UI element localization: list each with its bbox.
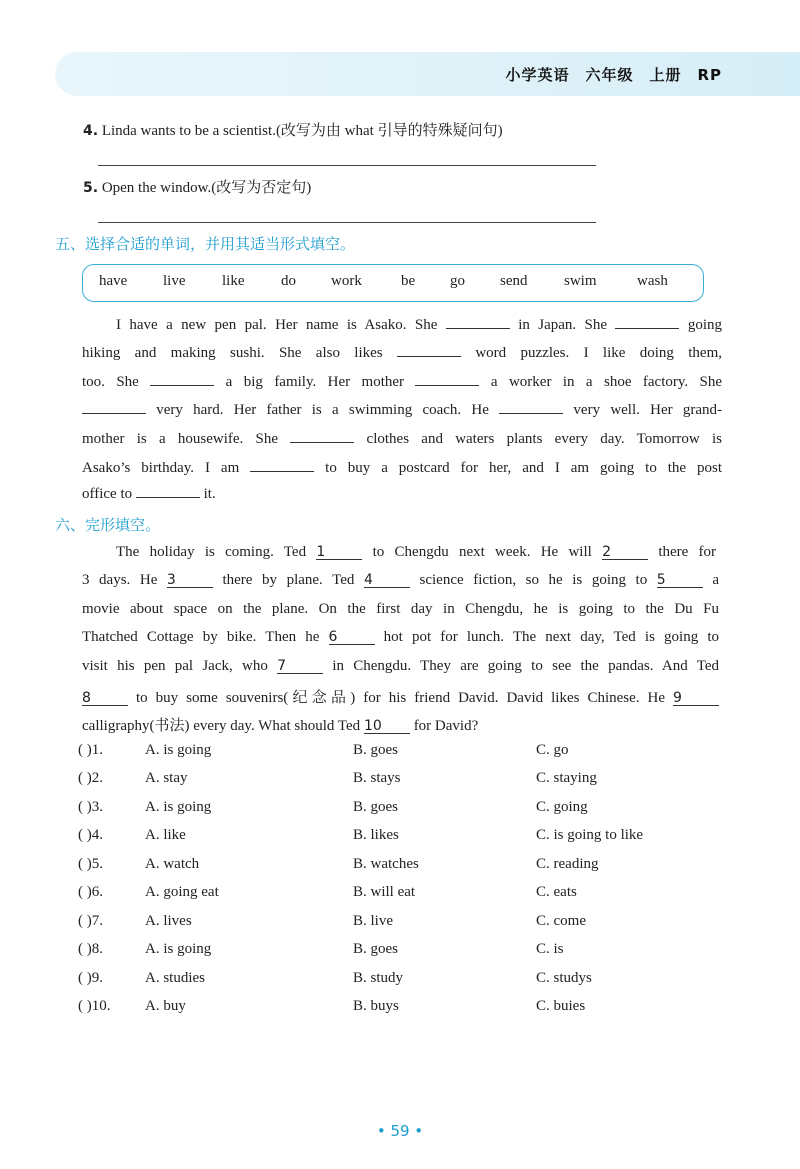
page-number: • 59 • [376,1122,424,1140]
cloze-line: visit his pen pal Jack, who 7 in Chengdu. They are going to see the pandas. And Ted [82,658,719,674]
option-a[interactable]: A. stay [145,770,188,786]
fill-blank[interactable] [415,373,479,386]
word-bank-item: do [281,273,296,289]
answer-bracket[interactable]: ( )8. [78,941,103,957]
word-bank-item: go [450,273,465,289]
cloze-blank[interactable]: 5 [657,573,703,588]
passage-5-line: office to it. [82,486,216,502]
answer-line-4[interactable] [98,165,596,166]
passage-5-line: I have a new pen pal. Her name is Asako. She in Japan. She going [116,317,723,333]
option-a[interactable]: A. watch [145,856,200,872]
fill-blank[interactable] [446,316,510,329]
fill-blank[interactable] [82,401,146,414]
option-a[interactable]: A. is going [145,742,212,758]
cloze-line: The holiday is coming. Ted 1 to Chengdu next week. He will 2 there for [116,544,717,560]
option-b[interactable]: B. live [353,913,393,929]
passage-5-line: Asako’s birthday. I am to buy a postcard for her, and I am going to the post [82,460,723,476]
passage-5-line: too. She a big family. Her mother a worker in a shoe factory. She [82,374,723,390]
cloze-line: 8 to buy some souvenirs(纪念品) for his friend David. David likes Chinese. He 9 [82,686,719,707]
question-5 [83,176,311,197]
answer-bracket[interactable]: ( )6. [78,884,103,900]
cloze-line: Thatched Cottage by bike. Then he 6 hot pot for lunch. The next day, Ted is going to [82,629,720,645]
option-a[interactable]: A. is going [145,799,212,815]
option-c[interactable]: C. going [536,799,588,815]
cloze-blank[interactable]: 4 [364,573,410,588]
cloze-blank[interactable]: 1 [316,545,362,560]
word-bank-item: swim [564,273,597,289]
fill-blank[interactable] [397,344,461,357]
section-5-title: 五、选择合适的单词，并用其适当形式填空。 [55,235,356,253]
option-b[interactable]: B. stays [353,770,401,786]
option-c[interactable]: C. come [536,913,586,929]
option-b[interactable]: B. goes [353,799,398,815]
cloze-blank[interactable]: 3 [167,573,213,588]
word-bank-item: have [99,273,128,289]
page-header-title: 小学英语 六年级 上册 RP [505,66,722,84]
option-b[interactable]: B. study [353,970,404,986]
cloze-blank[interactable]: 8 [82,691,128,706]
option-b[interactable]: B. goes [353,941,398,957]
cloze-line: movie about space on the plane. On the first day in Chengdu, he is going to the Du Fu [82,601,719,617]
option-c[interactable]: C. eats [536,884,577,900]
fill-blank[interactable] [150,373,214,386]
word-bank-item: like [222,273,245,289]
answer-bracket[interactable]: ( )2. [78,770,103,786]
question-4-number: 4. [83,123,99,139]
option-a[interactable]: A. like [145,827,186,843]
option-b[interactable]: B. watches [353,856,419,872]
option-c[interactable]: C. is [536,941,564,957]
fill-blank[interactable] [136,485,200,498]
option-a[interactable]: A. lives [145,913,192,929]
passage-5-line: very hard. Her father is a swimming coach. He very well. Her grand- [82,401,722,419]
option-c[interactable]: C. reading [536,856,599,872]
answer-bracket[interactable]: ( )1. [78,742,103,758]
passage-5-line: hiking and making sushi. She also likes word puzzles. I like doing them, [82,345,722,361]
answer-bracket[interactable]: ( )5. [78,856,103,872]
question-5-text: Open the window.(改写为否定句) [101,180,312,196]
option-c[interactable]: C. studys [536,970,592,986]
option-c[interactable]: C. is going to like [536,827,644,843]
passage-5-line: mother is a housewife. She clothes and waters plants every day. Tomorrow is [82,431,722,447]
option-b[interactable]: B. goes [353,742,398,758]
fill-blank[interactable] [250,459,314,472]
option-a[interactable]: A. studies [145,970,205,986]
cloze-blank[interactable]: 7 [277,659,323,674]
answer-bracket[interactable]: ( )10. [78,998,111,1014]
question-5-number: 5. [83,180,99,196]
cloze-line: calligraphy(书法) every day. What should Ted 10 for David? [82,718,479,734]
answer-bracket[interactable]: ( )9. [78,970,103,986]
cloze-blank[interactable]: 2 [602,545,648,560]
section-6-title: 六、完形填空。 [55,516,161,534]
option-a[interactable]: A. buy [145,998,186,1014]
cloze-blank[interactable]: 6 [329,630,375,645]
option-b[interactable]: B. buys [353,998,399,1014]
word-bank-item: be [401,273,416,289]
word-bank-item: send [500,273,528,289]
question-4 [83,119,503,140]
answer-line-5[interactable] [98,222,596,223]
answer-bracket[interactable]: ( )3. [78,799,103,815]
option-a[interactable]: A. going eat [145,884,219,900]
cloze-blank[interactable]: 10 [364,719,410,734]
option-a[interactable]: A. is going [145,941,212,957]
cloze-blank[interactable]: 9 [673,691,719,706]
question-4-text: Linda wants to be a scientist.(改写为由 what 引导的特殊疑问句) [101,123,503,139]
option-c[interactable]: C. go [536,742,569,758]
answer-bracket[interactable]: ( )7. [78,913,103,929]
answer-bracket[interactable]: ( )4. [78,827,103,843]
option-c[interactable]: C. staying [536,770,597,786]
cloze-line: 3 days. He 3 there by plane. Ted 4 science fiction, so he is going to 5 a [82,572,720,588]
fill-blank[interactable] [615,316,679,329]
word-bank-item: work [331,273,362,289]
fill-blank[interactable] [499,401,563,414]
word-bank-item: live [163,273,186,289]
word-bank-item: wash [637,273,668,289]
option-b[interactable]: B. will eat [353,884,416,900]
option-b[interactable]: B. likes [353,827,399,843]
fill-blank[interactable] [290,430,354,443]
option-c[interactable]: C. buies [536,998,586,1014]
